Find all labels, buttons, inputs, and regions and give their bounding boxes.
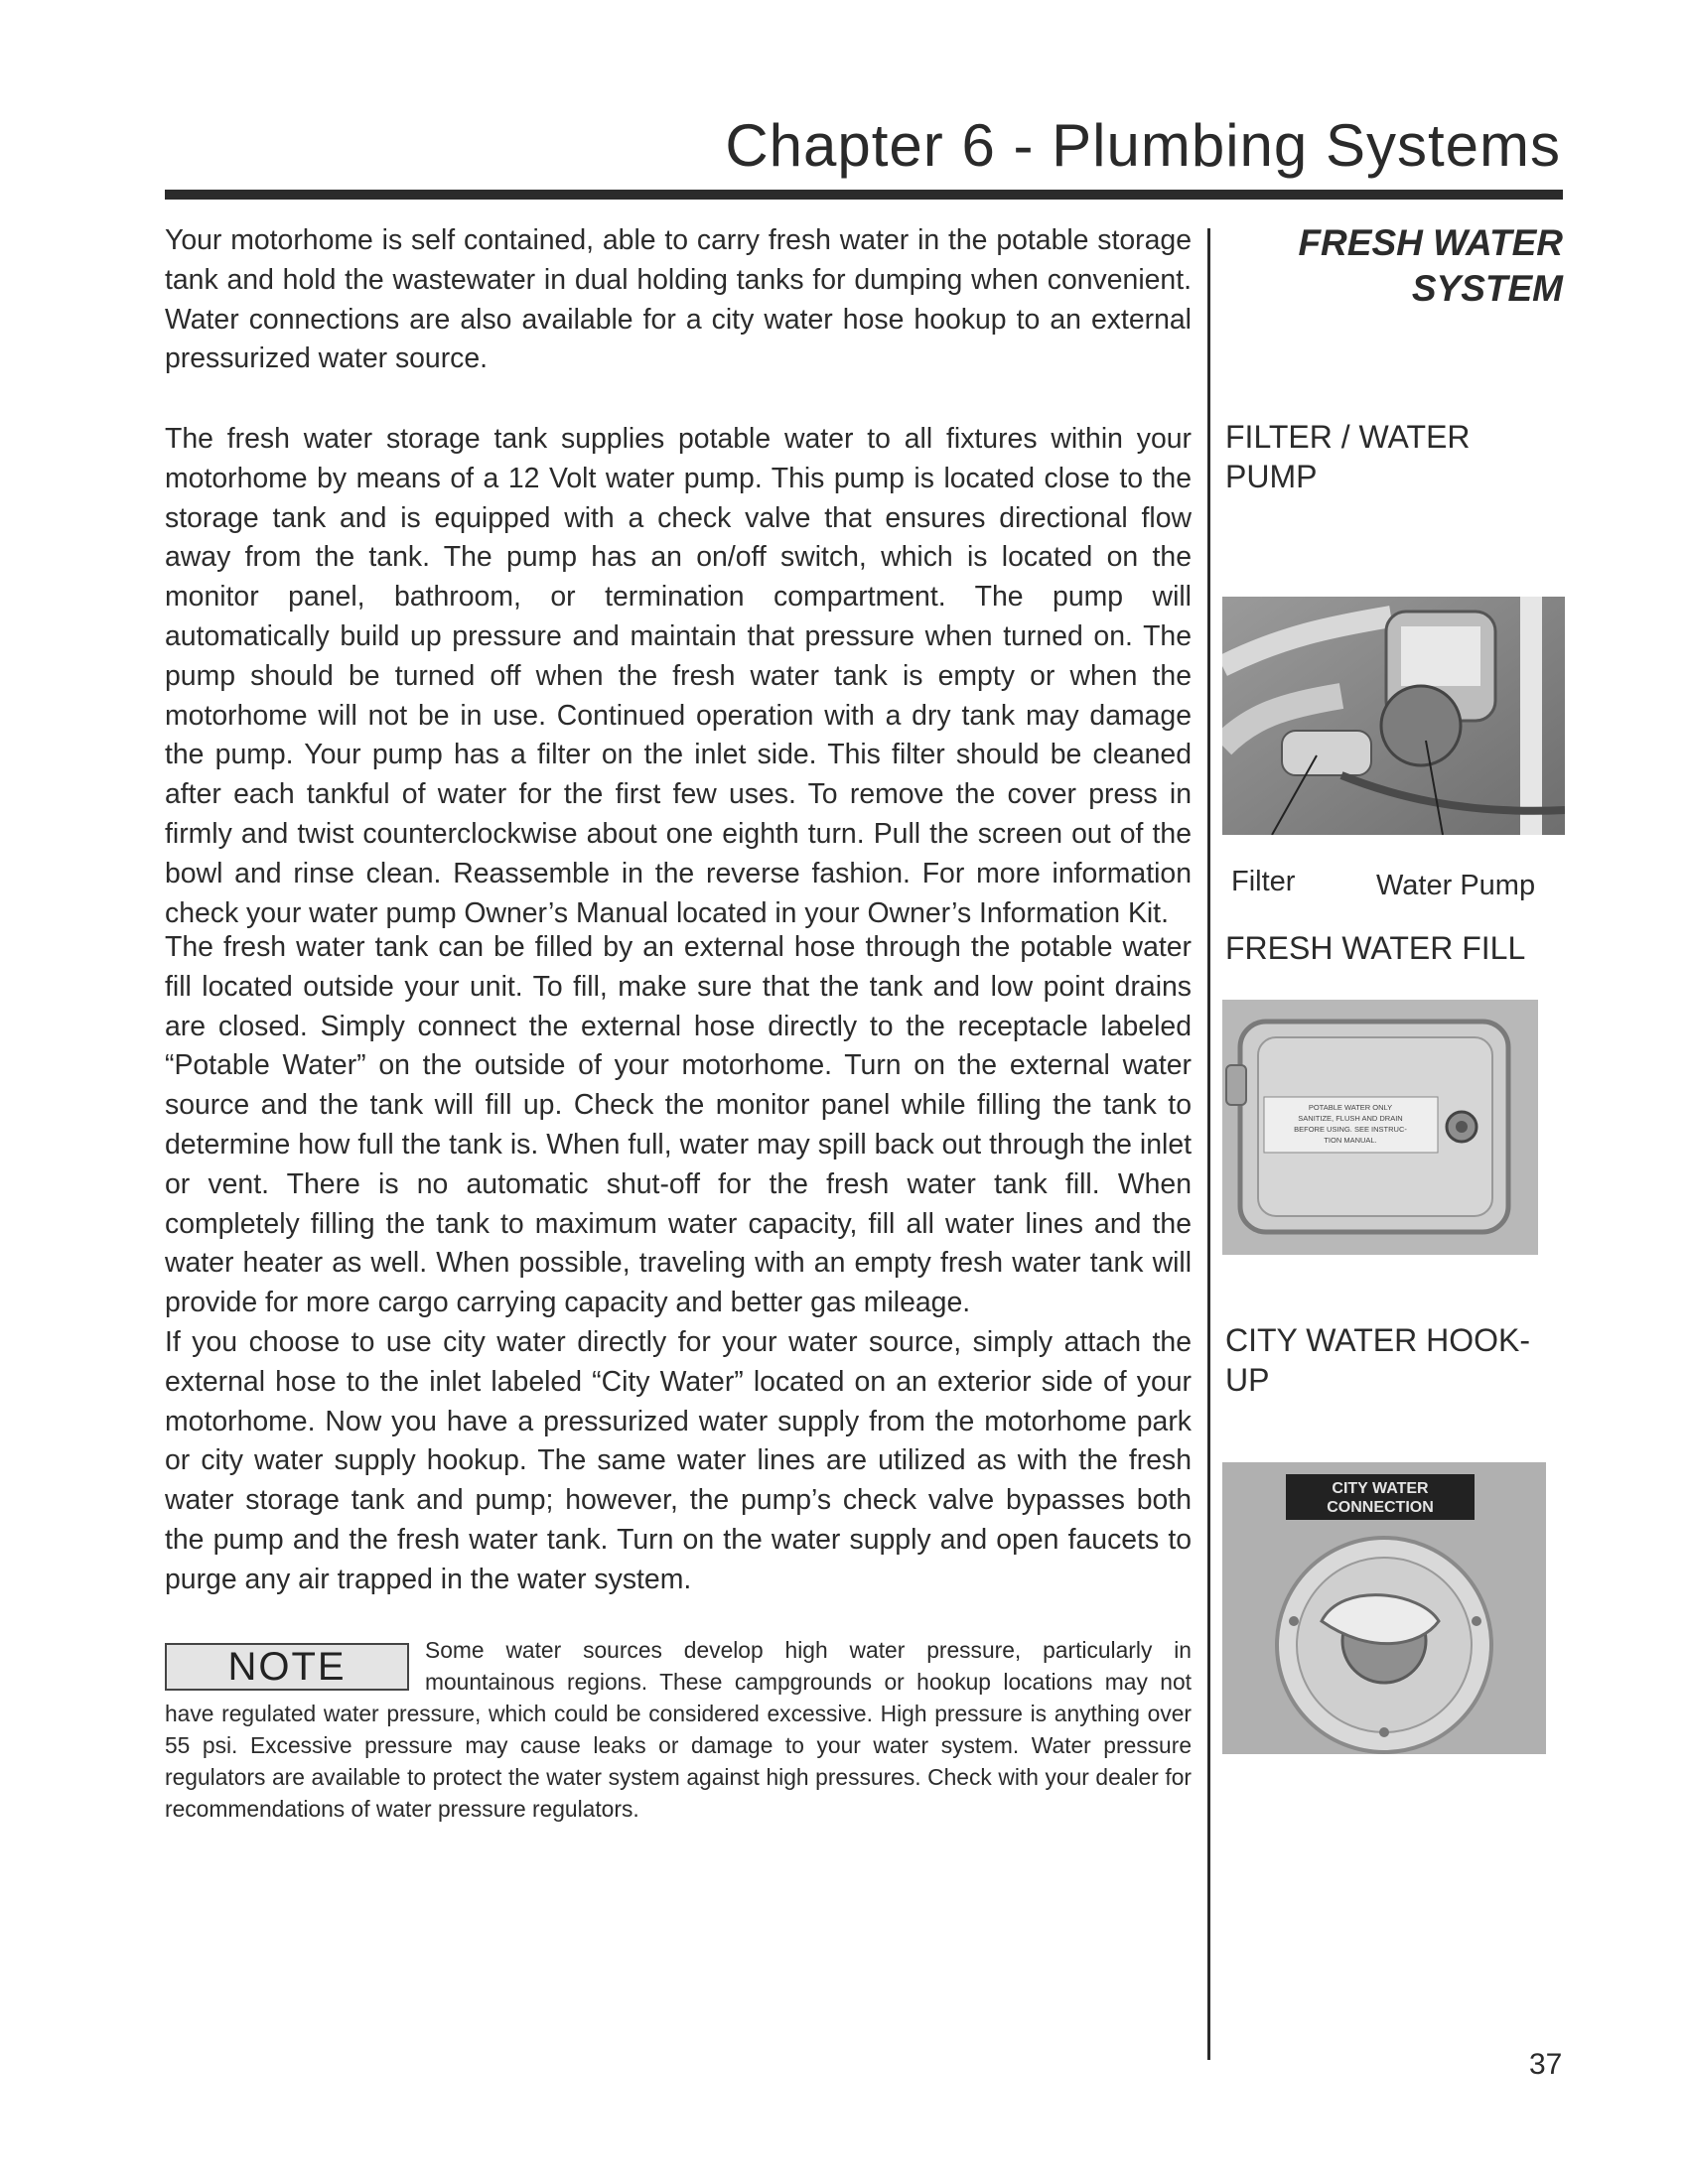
fill-label-line-1: POTABLE WATER ONLY [1308, 1103, 1393, 1112]
city-sign-line-1: CITY WATER [1332, 1480, 1429, 1497]
city-water-paragraph: If you choose to use city water directly for your water source, simply attach the external hose to the inlet labeled “City Water” located on an exterior side of your motorhome. Now you have a pressurized water supply from the motorhome park or city water supply hookup. The same water lines are utilized as with the fresh water storage tank and pump; however, the pump’s check valve bypasses both the pump and the fresh water tank. Turn on the water supply and open faucets to purge any air trapped in the water system. [165, 1326, 1192, 1595]
filter-pump-label: FILTER / WATER PUMP [1225, 419, 1471, 494]
section-heading-line-2: SYSTEM [1411, 268, 1563, 309]
pump-paragraph: The fresh water storage tank supplies potable water to all fixtures within your motorhome by means of a 12 Volt water pump. This pump is located close to the storage tank and is equipped with a check valve that ensures directional flow away from the tank. The pump has an on/off switch, which is located on the monitor panel, bathroom, or termination compartment. The pump will automatically build up pressure and maintain that pressure when turned on. The pump should be turned off when the fresh water tank is empty or when the motorhome will not be in use. Continued operation with a dry tank may damage the pump. Your pump has a filter on the inlet side. This filter should be cleaned after each tankful of water for the first few uses. To remove the cover press in firmly and twist counterclockwise about one eighth turn. Pull the screen out of the bowl and rinse clean. Reassemble in the reverse fashion. For more information check your water pump Owner’s Manual located in your Owner’s Information Kit. [165, 423, 1192, 929]
fill-paragraph: The fresh water tank can be filled by an external hose through the potable water fill located outside your unit. To fill, make sure that the tank and low point drains are closed. Simply connect the external hose directly to the receptacle labeled “Potable Water” on the outside of your motorhome. Turn on the external water source and the tank will fill up. Check the monitor panel while filling the tank to determine how full the tank is. When full, water may spill back out through the inlet or vent. There is no automatic shut-off for the fresh water tank fill. When completely filling the tank to maximum water capacity, fill all water lines and the water heater as well. When possible, traveling with an empty fresh water tank will provide for more cargo carrying capacity and better gas mileage. [165, 931, 1192, 1319]
fresh-water-fill-label: FRESH WATER FILL [1225, 930, 1526, 966]
fill-label-line-4: TION MANUAL. [1324, 1136, 1377, 1145]
city-water-connection-photo [1222, 1462, 1546, 1754]
city-water-hookup-label: CITY WATER HOOK-UP [1225, 1322, 1530, 1398]
city-sign-line-2: CONNECTION [1327, 1499, 1434, 1516]
section-heading-line-1: FRESH WATER [1298, 222, 1563, 263]
fill-label-line-2: SANITIZE, FLUSH AND DRAIN [1298, 1114, 1403, 1123]
section-heading [1298, 220, 1563, 312]
note-text [165, 1634, 1192, 1825]
note-body: Some water sources develop high water pressure, particularly in mountainous regions. These campgrounds or hookup locations may not have regulated water pressure, which could be considered excessive. High pressure is anything over 55 psi. Excessive pressure may cause leaks or damage to your water system. Water pressure regulators are available to protect the water system against high pressures. Check with your dealer for recommendations of water pressure regulators. [165, 1637, 1192, 1822]
fresh-water-fill-photo [1222, 1000, 1538, 1255]
filter-caption: Filter [1231, 866, 1296, 897]
page-number: 37 [1529, 2048, 1563, 2081]
intro-paragraph: Your motorhome is self contained, able to carry fresh water in the potable storage tank and hold the wastewater in dual holding tanks for dumping when convenient. Water connections are also available for a city water hose hookup to an external pressurized water source. [165, 224, 1192, 375]
chapter-title: Chapter 6 - Plumbing Systems [725, 112, 1561, 179]
note-badge: NOTE [165, 1643, 409, 1691]
title-rule [165, 190, 1563, 200]
fill-label-line-3: BEFORE USING. SEE INSTRUC- [1294, 1125, 1407, 1134]
column-divider [1207, 228, 1210, 2060]
water-pump-caption: Water Pump [1376, 870, 1536, 901]
water-pump-photo [1222, 597, 1565, 835]
